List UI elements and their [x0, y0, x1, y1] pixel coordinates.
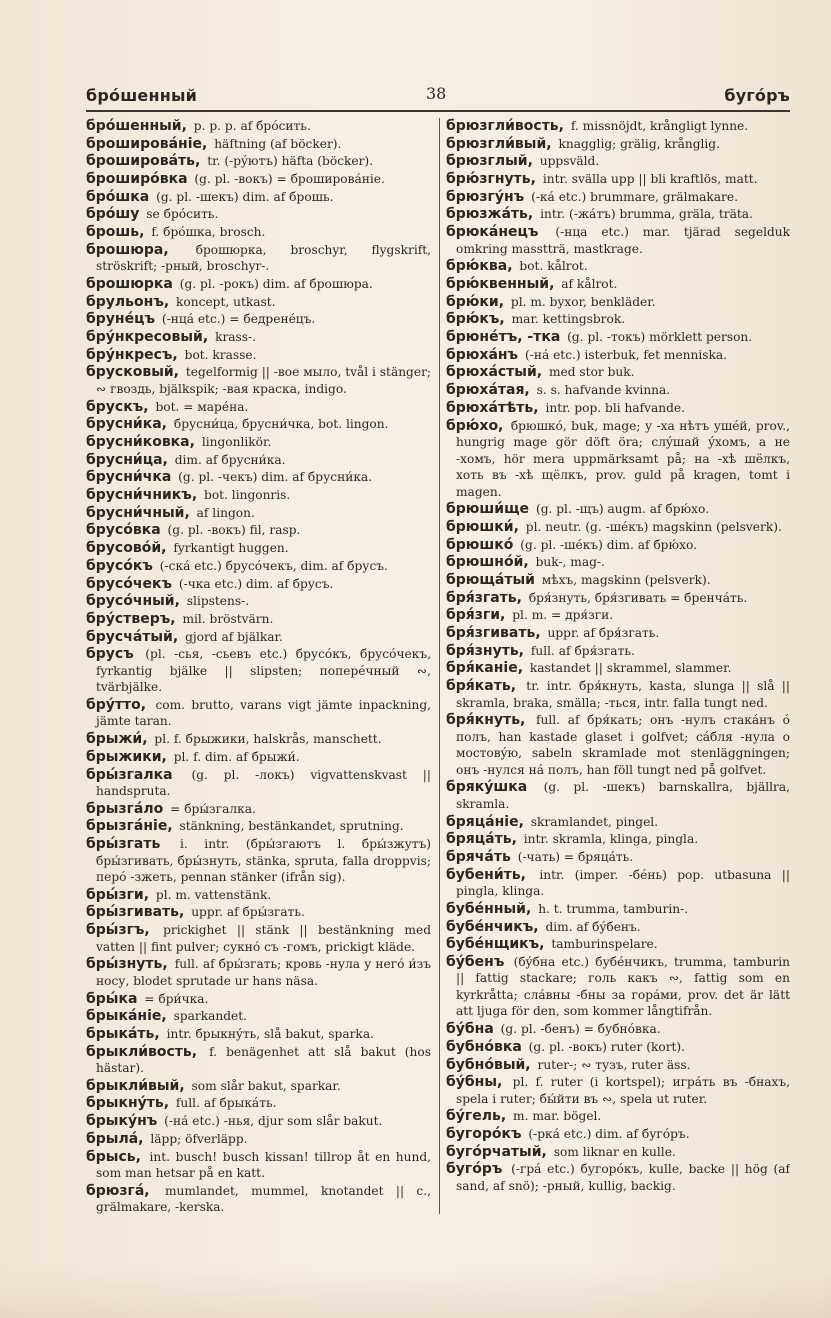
entry-headword: брыкýнъ: [86, 1113, 158, 1130]
entry-headword: брыкнýть,: [86, 1095, 170, 1112]
entry-headword: бýбна: [446, 1021, 494, 1038]
entry-definition: intr. pop. bli hafvande.: [545, 400, 686, 415]
entry-headword: брю́згнуть,: [446, 171, 536, 188]
entry-headword: брульонъ,: [86, 293, 170, 310]
entry-headword: брюзгли́вый,: [446, 135, 552, 152]
dictionary-entry: [86, 399, 431, 416]
entry-definition: мѣхъ, magskinn (pelsverk).: [541, 572, 711, 587]
entry-definition: tamburinspelare.: [551, 937, 658, 952]
entry-headword: брю́къ,: [446, 311, 505, 328]
entry-definition: som slår bakut, sparkar.: [191, 1078, 341, 1093]
entry-headword: брусковый,: [86, 364, 179, 381]
entry-definition: (-скá etc.) брусóчекъ, dim. af брусъ.: [159, 558, 388, 573]
entry-definition: bot. = марéна.: [155, 399, 249, 414]
entry-definition: intr. svälla upp || bli kraftlös, matt.: [542, 172, 758, 187]
entry-headword: брусóчный,: [86, 593, 180, 610]
entry-headword: бря́кать,: [446, 678, 517, 695]
dictionary-entry: [86, 1095, 431, 1112]
entry-definition: i. intr. (бры́згаютъ l. бры́зжутъ) бры́згивать, бры́знуть, stänka, spruta, falla droppvis; перó -зжеть, pennan stänker (ifrån sig).: [96, 837, 431, 885]
entry-definition: = бры́згалка.: [170, 801, 256, 816]
dictionary-entry: [446, 400, 790, 417]
entry-definition: fyrkantigt huggen.: [173, 541, 289, 556]
entry-definition: pl. f. ruter (i kortspel); игрáть въ -бнахъ, spela i ruter; бы́йти въ ∾, spela ut ruter.: [456, 1075, 790, 1106]
entry-definition: (g. pl. -бенъ) = бубнóвка.: [500, 1022, 661, 1037]
dictionary-entry: [86, 1008, 431, 1025]
entry-definition: krass-.: [215, 330, 257, 345]
entry-headword: бры́згивать,: [86, 904, 185, 921]
entry-headword: брюзжáть,: [446, 206, 534, 223]
entry-definition: (g. pl. -чекъ) dim. af брусни́ка.: [178, 470, 373, 485]
dictionary-entry: [86, 452, 431, 469]
dictionary-entry: [446, 418, 790, 501]
dictionary-entry: [86, 731, 431, 748]
dictionary-entry: [446, 501, 790, 518]
entry-headword: брошь,: [86, 224, 145, 241]
entry-headword: бубéнный,: [446, 900, 532, 917]
entry-definition: dim. af брусни́ка.: [174, 452, 286, 467]
dictionary-entry: [446, 224, 790, 257]
entry-headword: брусóчекъ: [86, 575, 172, 592]
entry-headword: брю́квенный,: [446, 276, 555, 292]
page-number: 38: [426, 84, 447, 103]
dictionary-entry: [446, 901, 790, 918]
entry-headword: брылá,: [86, 1130, 144, 1147]
entry-definition: (g. pl. -вокъ) fil, rasp.: [167, 523, 301, 538]
dictionary-entry: [446, 779, 790, 812]
entry-headword: бря́каніе,: [446, 660, 524, 677]
entry-definition: som liknar en kulle.: [553, 1144, 676, 1159]
dictionary-entry: [446, 867, 790, 900]
entry-definition: (-чать) = бряцáть.: [517, 850, 634, 864]
entry-definition: ruter-; ∾ тузъ, ruter äss.: [537, 1057, 691, 1072]
entry-definition: (-нцá etc.) = бедренéцъ.: [161, 312, 316, 327]
dictionary-entry: [86, 540, 431, 557]
dictionary-entry: [86, 697, 431, 730]
entry-headword: брюшки́,: [446, 518, 519, 535]
dictionary-entry: [86, 818, 431, 835]
entry-headword: брускъ,: [86, 398, 149, 415]
entry-definition: gjord af bjälkar.: [185, 629, 283, 644]
dictionary-entry: [86, 487, 431, 504]
dictionary-entry: [446, 590, 790, 607]
entry-headword: брыкли́вость,: [86, 1043, 198, 1060]
entry-headword: брюхáстый,: [446, 364, 543, 381]
entry-definition: (g. pl. -рокъ) dim. af брошюра.: [179, 277, 373, 291]
entry-headword: брусъ: [86, 646, 134, 663]
entry-definition: se брóсить.: [146, 207, 219, 222]
dictionary-entry: [86, 904, 431, 921]
dictionary-entry: [446, 276, 790, 293]
entry-definition: (pl. -сья, -сьевъ etc.) брусóкъ, брусóчекъ, fyrkantig bjälke || slipsten; поперéчный ∾, tvärbjälke.: [96, 647, 431, 695]
entry-headword: брýнкресъ,: [86, 346, 178, 363]
entry-definition: tr. (-рýютъ) häfta (böcker).: [207, 154, 374, 169]
dictionary-entry: [446, 519, 790, 536]
entry-definition: uppsväld.: [539, 154, 600, 169]
entry-definition: koncept, utkast.: [176, 294, 276, 309]
dictionary-entry: [446, 936, 790, 953]
entry-headword: брюзгли́вость,: [446, 118, 564, 134]
entry-definition: dim. af бýбенъ.: [545, 919, 641, 934]
entry-definition: mumlandet, mummel, knotandet || c., grälmakare, -kerska.: [96, 1183, 431, 1215]
dictionary-entry: [86, 629, 431, 646]
entry-definition: (g. pl. -токъ) mörklett person.: [567, 330, 753, 345]
entry-headword: брыжи́,: [86, 731, 148, 748]
entry-headword: брюкáнецъ: [446, 224, 539, 241]
entry-definition: kastandet || skrammel, slammer.: [529, 661, 732, 676]
entry-headword: бубéнчикъ,: [446, 918, 539, 935]
entry-headword: брýтто,: [86, 696, 147, 713]
entry-headword: бры́зги,: [86, 886, 150, 903]
entry-definition: f. брóшка, brosch.: [151, 225, 266, 240]
entry-definition: h. t. trumma, tamburin-.: [538, 901, 689, 916]
dictionary-entry: [86, 522, 431, 539]
entry-definition: med stor buk.: [548, 365, 635, 380]
entry-headword: бубéнщикъ,: [446, 936, 545, 953]
dictionary-entry: [446, 814, 790, 831]
entry-definition: pl. f. dim. af брыжи́.: [173, 749, 300, 764]
entry-definition: pl. m. byxor, benkläder.: [510, 294, 656, 309]
entry-definition: p. p. p. af брóсить.: [193, 119, 311, 133]
dictionary-entry: [446, 1074, 790, 1107]
entry-headword: брызгáніе,: [86, 818, 173, 835]
entry-headword: брысь,: [86, 1148, 141, 1165]
entry-headword: брусни́ковка,: [86, 434, 195, 450]
entry-definition: intr. (imper. -бéнь) pop. utbasuna || pingla, klinga.: [456, 867, 790, 899]
entry-headword: бубнóвый,: [446, 1056, 531, 1073]
entry-definition: stänkning, bestänkandet, sprutning.: [179, 819, 404, 834]
entry-headword: бугорóкъ: [446, 1126, 522, 1143]
entry-definition: intr. skramla, klinga, pingla.: [523, 832, 699, 847]
entry-headword: брусни́ка,: [86, 416, 167, 433]
dictionary-entry: [446, 849, 790, 866]
entry-definition: s. s. hafvande kvinna.: [536, 383, 671, 398]
dictionary-entry: [86, 1078, 431, 1095]
dictionary-entry: [446, 660, 790, 677]
dictionary-entry: [446, 206, 790, 223]
entry-headword: брю́ки,: [446, 293, 505, 310]
entry-headword: брыкáніе,: [86, 1008, 167, 1025]
dictionary-entry: [446, 347, 790, 364]
entry-headword: бубнóвка: [446, 1038, 522, 1055]
dictionary-entry: [86, 611, 431, 628]
dictionary-entry: [86, 1026, 431, 1043]
entry-headword: бряцáть,: [446, 831, 517, 848]
dictionary-entry: [86, 1149, 431, 1182]
dictionary-entry: [86, 206, 431, 223]
entry-headword: брусовóй,: [86, 540, 167, 557]
entry-definition: bot. kålrot.: [519, 259, 588, 274]
entry-headword: брюхáнъ: [446, 346, 519, 363]
entry-definition: full. af бря́згать.: [530, 643, 635, 658]
dictionary-entry: [86, 434, 431, 451]
dictionary-entry: [446, 118, 790, 135]
entry-definition: (-ркá etc.) dim. af бугóръ.: [528, 1127, 690, 1142]
dictionary-entry: [446, 171, 790, 188]
entry-headword: брющáтый: [446, 571, 535, 588]
dictionary-entry: [86, 118, 431, 135]
entry-headword: брошюрка: [86, 276, 173, 292]
dictionary-entry: [446, 311, 790, 328]
entry-definition: tr. intr. бря́кнуть, kasta, slunga || slå || skramla, braka, smälla; -ться, intr. falla tungt ned.: [456, 679, 790, 710]
dictionary-entry: [86, 294, 431, 311]
dictionary-entry: [446, 364, 790, 381]
entry-headword: брусóвка: [86, 522, 161, 539]
entry-headword: брыкли́вый,: [86, 1077, 185, 1094]
entry-definition: uppr. af бря́згать.: [547, 626, 660, 640]
dictionary-entry: [446, 153, 790, 170]
dictionary-entry: [86, 224, 431, 241]
entry-headword: брóшка: [86, 188, 150, 205]
entry-headword: бугóрчатый,: [446, 1143, 547, 1160]
entry-headword: брунéцъ: [86, 311, 155, 328]
entry-definition: f. missnöjdt, krångligt lynne.: [570, 119, 749, 133]
dictionary-entry: [86, 576, 431, 593]
dictionary-entry: [446, 258, 790, 275]
dictionary-entry: [446, 831, 790, 848]
dictionary-entry: [446, 1039, 790, 1056]
entry-headword: бры́знуть,: [86, 956, 168, 973]
entry-headword: брусóкъ: [86, 557, 153, 574]
dictionary-entry: [86, 887, 431, 904]
entry-definition: full. af бря́кать; онъ -нулъ стакáнъ ó полъ, han kastade glaset i golfvet; сáбля -нула о мостовýю, sabeln skramlade mot stenläggningen; онъ -нулся нá полъ, han föll tungt ned på golfvet.: [456, 713, 790, 777]
entry-definition: läpp; öfverläpp.: [150, 1131, 248, 1146]
entry-headword: брусни́чка: [86, 469, 172, 486]
dictionary-entry: [86, 749, 431, 766]
entry-definition: tegelformig || -вое мыло, tvål i stänger; ∾ гвоздь, bjälkspik; -вая краска, indigo.: [96, 365, 431, 396]
dictionary-entry: [86, 469, 431, 486]
column-divider: [439, 118, 440, 1214]
entry-headword: брýнкресовый,: [86, 329, 209, 346]
dictionary-entry: [446, 607, 790, 624]
entry-definition: intr. брыкнýть, slå bakut, sparka.: [166, 1026, 374, 1041]
dictionary-entry: [86, 329, 431, 346]
dictionary-entry: [86, 153, 431, 170]
running-head-left: брóшенный: [86, 85, 198, 105]
dictionary-entry: [86, 836, 431, 886]
entry-headword: брыжики,: [86, 748, 167, 765]
entry-headword: бры́ка: [86, 990, 138, 1007]
entry-definition: bot. lingonris.: [204, 488, 291, 503]
entry-definition: брошюрка, broschyr, flygskrift, ströskrift; -рный, broschyr-.: [96, 242, 431, 274]
entry-headword: бря́знуть,: [446, 642, 525, 659]
dictionary-entry: [86, 558, 431, 575]
entry-definition: mil. bröstvärn.: [182, 611, 274, 626]
entry-definition: lingonlikör.: [201, 435, 272, 449]
entry-definition: (g. pl. -шéкъ) dim. af брю́хо.: [520, 537, 698, 552]
entry-definition: af lingon.: [196, 505, 255, 520]
dictionary-entry: [86, 922, 431, 955]
right-column: [446, 118, 790, 1218]
dictionary-entry: [86, 1113, 431, 1130]
dictionary-entry: [86, 1131, 431, 1148]
dictionary-entry: [86, 136, 431, 153]
entry-definition: com. brutto, varans vigt jämte inpackning, jämte taran.: [96, 697, 431, 729]
entry-definition: knagglig; grälig, krånglig.: [558, 136, 720, 151]
entry-headword: брюхáтѣть,: [446, 399, 539, 416]
entry-definition: (g. pl. -щъ) augm. af брю́хо.: [535, 502, 710, 517]
entry-definition: uppr. af бры́згать.: [191, 905, 305, 920]
entry-definition: (-кá etc.) brummare, grälmakare.: [531, 189, 738, 204]
entry-definition: full. af бры́згать; кровь -нула у негó и́зъ носу, blodet sprutade ur hans näsa.: [96, 957, 431, 988]
entry-headword: брякýшка: [446, 779, 528, 796]
entry-headword: брю́ква,: [446, 258, 513, 275]
entry-headword: бýбны,: [446, 1074, 503, 1091]
entry-definition: pl. f. брыжики, halskrås, manschett.: [154, 732, 382, 747]
dictionary-entry: [86, 311, 431, 328]
dictionary-entry: [446, 919, 790, 936]
entry-definition: mar. kettingsbrok.: [511, 312, 626, 327]
entry-headword: брыкáть,: [86, 1025, 160, 1042]
dictionary-entry: [86, 276, 431, 293]
entry-definition: buk-, mag-.: [535, 555, 605, 570]
entry-definition: pl. m. vattenstänk.: [155, 887, 272, 902]
entry-headword: бря́згивать,: [446, 625, 541, 641]
entry-definition: (-нá etc.) -нья, djur som slår bakut.: [164, 1114, 383, 1129]
entry-definition: af kålrot.: [561, 277, 618, 291]
entry-headword: брызгáло: [86, 800, 164, 817]
entry-headword: брóшенный,: [86, 118, 187, 134]
entry-definition: (-чка etc.) dim. af брусъ.: [178, 576, 334, 591]
entry-definition: (g. pl. -шекъ) barnskallra, bjällra, skramla.: [456, 780, 790, 811]
entry-headword: брячáть: [446, 849, 511, 865]
dictionary-entry: [86, 956, 431, 989]
entry-headword: бря́кнуть,: [446, 712, 526, 729]
entry-headword: брусчáтый,: [86, 628, 179, 645]
entry-headword: брусни́чникъ,: [86, 487, 198, 504]
dictionary-entry: [86, 646, 431, 696]
running-head-right: бугóръ: [724, 85, 790, 105]
entry-headword: брюзгýнъ: [446, 188, 525, 205]
dictionary-entry: [86, 1044, 431, 1077]
entry-definition: pl. neutr. (g. -шéкъ) magskinn (pelsverk).: [525, 519, 782, 534]
dictionary-entry: [446, 554, 790, 571]
dictionary-entry: [86, 767, 431, 800]
entry-definition: (-нá etc.) isterbuk, fet menniska.: [524, 347, 728, 362]
dictionary-entry: [446, 1108, 790, 1125]
entry-definition: (-грá etc.) бугорóкъ, kulle, backe || hög (af sand, af snö); -рный, kullig, backig.: [456, 1162, 790, 1193]
entry-definition: skramlandet, pingel.: [530, 814, 659, 829]
dictionary-entry: [86, 801, 431, 818]
dictionary-entry: [446, 1161, 790, 1194]
entry-headword: брюзглый,: [446, 153, 533, 170]
dictionary-entry: [446, 294, 790, 311]
entry-headword: бря́зги,: [446, 607, 506, 624]
entry-definition: m. mar. bögel.: [513, 1109, 602, 1124]
entry-headword: брусни́ца,: [86, 451, 168, 468]
entry-definition: брусни́ца, брусни́чка, bot. lingon.: [173, 417, 389, 432]
dictionary-entry: [446, 572, 790, 589]
entry-definition: = бри́чка.: [144, 991, 209, 1006]
entry-definition: prickighet || stänk || bestänkning med vatten || fint pulver; сукнó съ -гомъ, prickigt kläde.: [96, 923, 431, 954]
dictionary-entry: [446, 382, 790, 399]
dictionary-entry: [86, 1183, 431, 1216]
dictionary-entry: [446, 1057, 790, 1074]
dictionary-entry: [446, 537, 790, 554]
dictionary-entry: [446, 189, 790, 206]
entry-definition: full. af брыкáть.: [175, 1096, 277, 1111]
entry-headword: бýгель,: [446, 1108, 507, 1125]
dictionary-entry: [446, 1126, 790, 1143]
entry-definition: sparkandet.: [173, 1009, 248, 1024]
entry-definition: slipstens-.: [186, 594, 250, 609]
entry-definition: (g. pl. -шекъ) dim. af брошь.: [156, 189, 334, 204]
left-column: [86, 118, 431, 1218]
dictionary-entry: [446, 1144, 790, 1161]
entry-definition: брюшкó, buk, mage; у -ха нѣтъ ушéй, prov., hungrig mage gör döft öra; слýшай ýхомъ, а не -хомъ, hör mera uppmärksamt på; на -хѣ шёлкъ, хоть въ -хѣ щёлкъ, prov. guld på kragen, tomt i magen.: [456, 418, 790, 499]
entry-headword: брюзгá,: [86, 1182, 150, 1199]
entry-headword: броширóвка: [86, 171, 188, 188]
entry-definition: intr. (-жáтъ) brumma, gräla, träta.: [540, 207, 753, 222]
entry-definition: int. busch! busch kissan! tillrop åt en hund, som man hetsar på en katt.: [96, 1149, 431, 1180]
entry-headword: бряцáніе,: [446, 813, 524, 830]
dictionary-entry: [446, 712, 790, 778]
page-edge-shading: [0, 1268, 831, 1318]
dictionary-entry: [86, 364, 431, 397]
entry-headword: бры́згалка: [86, 766, 173, 783]
entry-headword: брошировáть,: [86, 153, 201, 170]
dictionary-entry: [86, 991, 431, 1008]
entry-headword: брусни́чный,: [86, 504, 190, 521]
entry-headword: бýбенъ: [446, 953, 505, 970]
entry-definition: (g. pl. -вокъ) ruter (kort).: [528, 1039, 686, 1054]
dictionary-entry: [86, 593, 431, 610]
dictionary-entry: [446, 136, 790, 153]
entry-headword: брýстверъ,: [86, 610, 176, 627]
entry-headword: брю́хо,: [446, 417, 504, 434]
entry-headword: бры́згъ,: [86, 922, 150, 939]
entry-headword: брюшнóй,: [446, 554, 529, 571]
entry-headword: бря́згать,: [446, 589, 522, 606]
entry-definition: (бýбна etc.) бубéнчикъ, trumma, tamburin || fattig stackare; голь какъ ∾, fattig som en kyrkråtta; слáвны -бны за горáми, prov. det är lätt att ljuga för den, som kommer långtifrån.: [456, 954, 790, 1019]
dictionary-entry: [86, 189, 431, 206]
entry-definition: (g. pl. -вокъ) = брошировáніе.: [194, 172, 385, 187]
dictionary-entry: [86, 505, 431, 522]
entry-headword: брошировáніе,: [86, 135, 208, 152]
entry-definition: (-нца etc.) mar. tjärad segelduk omkring masstträ, mastkrage.: [456, 225, 790, 256]
entry-headword: брошюра,: [86, 241, 169, 258]
dictionary-entry: [446, 329, 790, 346]
entry-definition: (g. pl. -локъ) vigvattenskvast || handspruta.: [96, 767, 431, 798]
entry-definition: бря́знуть, бря́згивать = бренчáть.: [528, 590, 748, 605]
dictionary-entry: [86, 171, 431, 188]
entry-headword: брóшу: [86, 206, 140, 223]
entry-headword: брюши́ще: [446, 501, 530, 518]
page-header: [86, 80, 790, 110]
dictionary-entry: [446, 678, 790, 711]
entry-definition: häftning (af böcker).: [214, 136, 342, 151]
dictionary-entry: [446, 954, 790, 1020]
dictionary-entry: [446, 625, 790, 642]
header-rule: [86, 110, 790, 112]
entry-definition: pl. m. = дря́зги.: [512, 608, 614, 623]
dictionary-entry: [446, 1021, 790, 1038]
entry-definition: f. benägenhet att slå bakut (hos hästar).: [96, 1044, 431, 1076]
entry-headword: бры́згать: [86, 836, 161, 853]
dictionary-entry: [86, 347, 431, 364]
entry-headword: брюнéтъ, -тка: [446, 329, 561, 346]
entry-headword: бубени́ть,: [446, 866, 526, 883]
dictionary-entry: [86, 416, 431, 433]
entry-headword: брюшкó: [446, 536, 514, 553]
entry-headword: бугóръ: [446, 1161, 503, 1178]
entry-definition: bot. krasse.: [184, 347, 257, 362]
dictionary-entry: [86, 242, 431, 275]
entry-headword: брюхáтая,: [446, 382, 530, 399]
dictionary-entry: [446, 643, 790, 660]
